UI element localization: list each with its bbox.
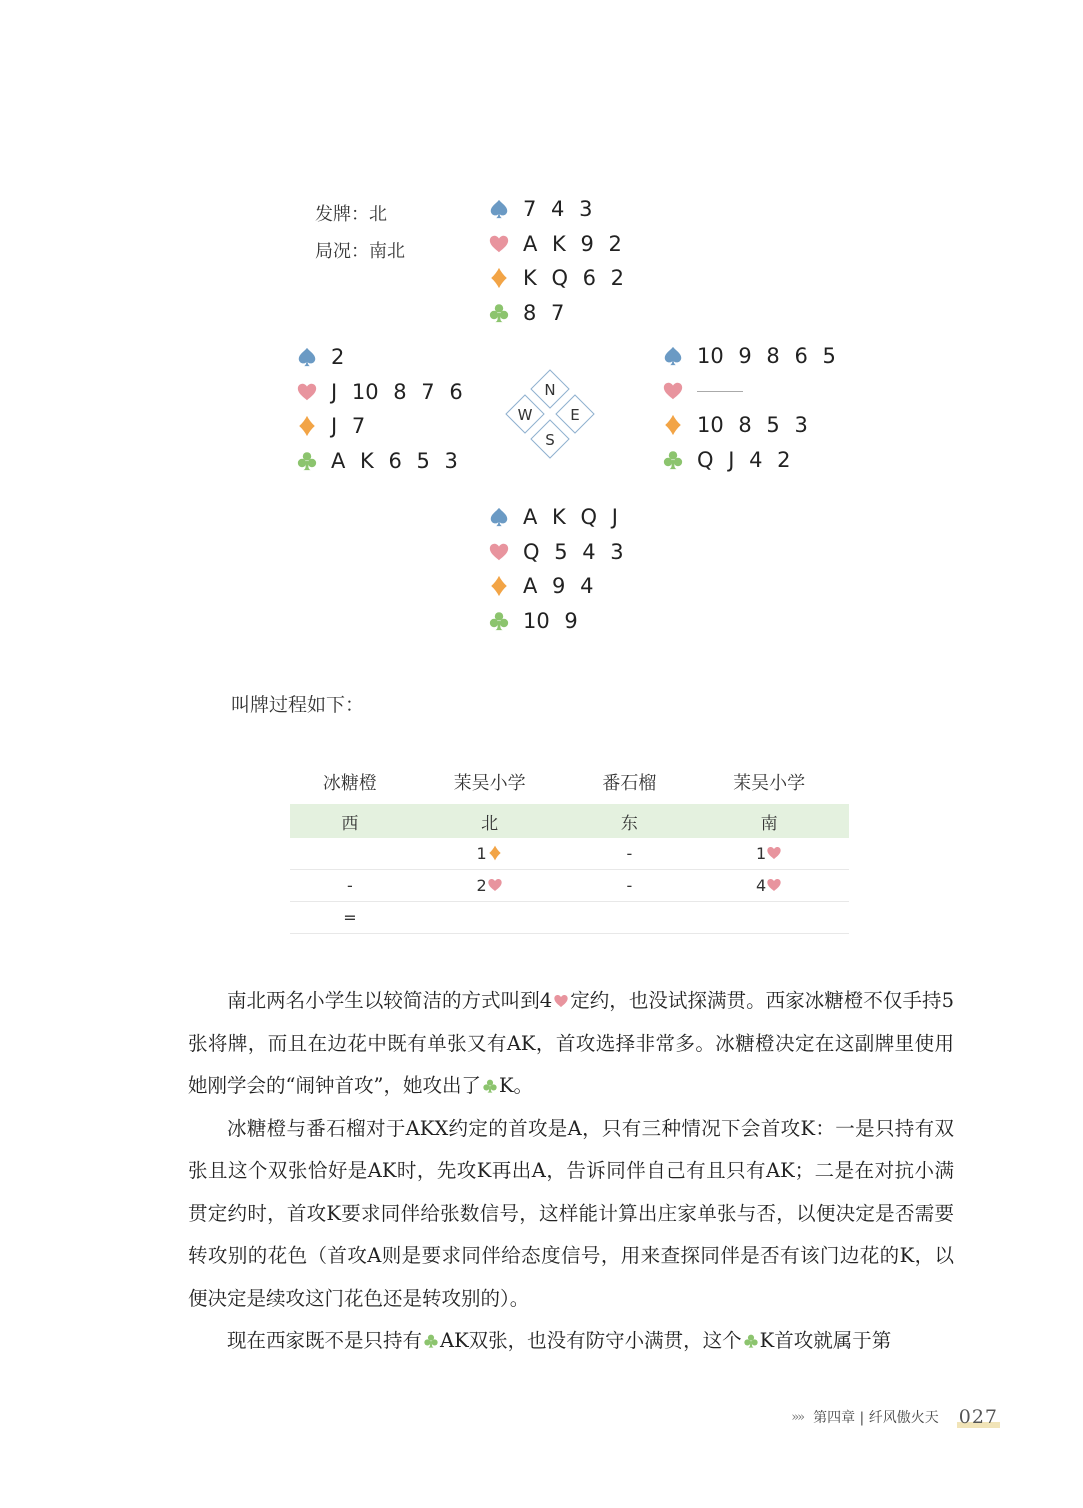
text: AK双张，也没有防守小满贯，这个 [440,1329,742,1352]
south-hand [488,500,624,638]
chevrons-icon: »» [791,1409,804,1425]
bid-west [290,870,410,902]
bid-text: = [343,908,357,927]
club-icon [482,1078,498,1094]
club-icon [743,1333,759,1349]
west-hearts [296,375,463,410]
club-icon [296,450,318,472]
bidding-table [290,760,849,934]
diamond-icon [296,415,318,437]
bid-west [290,902,410,934]
compass-diagram [503,368,597,462]
compass-w: W [517,406,533,424]
bid-south [689,902,849,934]
cards: A K 6 5 3 [331,448,458,473]
player-east: 番石榴 [602,773,657,794]
cards: Q 5 4 3 [523,539,624,564]
heart-icon [662,380,684,402]
club-icon [488,610,510,632]
bid-text: 1 [756,844,767,863]
north-hearts [488,227,624,262]
heart-icon [553,993,569,1009]
west-spades [296,340,463,375]
vulnerability-label: 局况：南北 [315,241,405,262]
compass-n: N [544,381,556,399]
diamond-icon [487,845,503,861]
cards: K Q 6 2 [523,266,625,291]
heart-icon [296,381,318,403]
bid-west [290,838,410,870]
text: 现在西家既不是只持有 [227,1329,423,1352]
cards: 10 9 8 6 5 [697,344,836,369]
bid-text: - [626,876,633,895]
diamond-icon [488,267,510,289]
player-north: 茉吴小学 [453,773,526,794]
bid-north [410,870,570,902]
chapter-title: 第四章 | 纤风傲火天 [813,1410,939,1426]
bidding-row [290,902,849,934]
north-spades [488,192,624,227]
seat-row [290,804,849,838]
north-clubs [488,296,624,331]
cards: A 9 4 [523,574,594,599]
bid-south [689,838,849,870]
north-diamonds [488,261,624,296]
bidding-row [290,838,849,870]
paragraph-2: 冰糖橙与番石榴对于AKX约定的首攻是A，只有三种情况下会首攻K：一是只持有双张且这个双张恰好是AK时，先攻K再出A，告诉同伴自己有且只有AK；二是在对抗小满贯定约时，首攻K要求同伴给张数信号，这样能计算出庄家单张与否，以便决定是否需要转攻别的花色（首攻A则是要求同伴给态度信号，用来查探同伴是否有该门边花的K，以便决定是续攻这门花色还是转攻别的）。 [188,1116,954,1310]
seat-south: 南 [689,804,849,838]
diamond-icon [488,575,510,597]
bid-text: - [347,876,353,895]
west-clubs [296,444,463,479]
cards: A K 9 2 [523,231,622,256]
north-hand [488,192,624,330]
heart-icon [488,233,510,255]
bid-text: 4 [756,876,767,895]
heart-icon [488,541,510,563]
seat-west: 西 [290,804,410,838]
void-dash [697,391,743,392]
heart-icon [487,877,503,893]
seat-north: 北 [410,804,570,838]
bid-south [689,870,849,902]
bid-text: - [626,844,633,863]
cards: 10 8 5 3 [697,413,808,438]
text: 定约，也没试探满贯。西家冰糖橙不仅手持5张将牌，而且在边花中既有单张又有AK，首攻选择非常多。冰糖橙决定在这副牌里使用她刚学会的“闹钟首攻”，她攻出了 [188,989,954,1097]
dealer-label: 发牌：北 [315,204,387,225]
east-hearts [662,374,836,409]
cards: 7 4 3 [523,197,593,222]
bid-east [569,902,689,934]
south-diamonds [488,569,624,604]
paragraph-1 [188,980,954,1108]
compass-s: S [545,431,555,449]
body-text [188,980,954,1363]
text: 南北两名小学生以较简洁的方式叫到4 [227,989,553,1012]
heart-icon [766,845,782,861]
text: K。 [498,1074,534,1097]
bidding-row [290,870,849,902]
bid-north [410,902,570,934]
south-hearts [488,535,624,570]
south-spades [488,500,624,535]
diamond-icon [662,414,684,436]
club-icon [488,302,510,324]
page-footer [791,1406,1000,1428]
player-west: 冰糖橙 [322,773,377,794]
player-names-row [290,760,849,804]
bid-east [569,870,689,902]
bid-north [410,838,570,870]
cards: A K Q J [523,505,618,530]
text: K首攻就属于第 [759,1329,892,1352]
cards: 10 9 [523,608,578,633]
spade-icon [662,345,684,367]
east-hand [662,339,836,477]
cards: 2 [331,345,345,370]
east-clubs [662,443,836,478]
bid-text: 2 [476,876,487,895]
cards: J 7 [331,414,366,439]
spade-icon [296,346,318,368]
page-number: 027 [958,1406,998,1428]
bid-east [569,838,689,870]
paragraph-3 [188,1320,954,1363]
cards: J 10 8 7 6 [331,379,463,404]
cards: Q J 4 2 [697,447,791,472]
spade-icon [488,506,510,528]
seat-east: 东 [569,804,689,838]
west-diamonds [296,409,463,444]
player-south: 茉吴小学 [733,773,806,794]
spade-icon [488,198,510,220]
cards: 8 7 [523,300,565,325]
club-icon [423,1333,439,1349]
bidding-intro: 叫牌过程如下： [231,694,365,716]
bid-text: 1 [476,844,487,863]
east-diamonds [662,408,836,443]
west-hand [296,340,463,478]
compass-e: E [570,406,580,424]
east-spades [662,339,836,374]
south-clubs [488,604,624,639]
heart-icon [766,877,782,893]
club-icon [662,449,684,471]
